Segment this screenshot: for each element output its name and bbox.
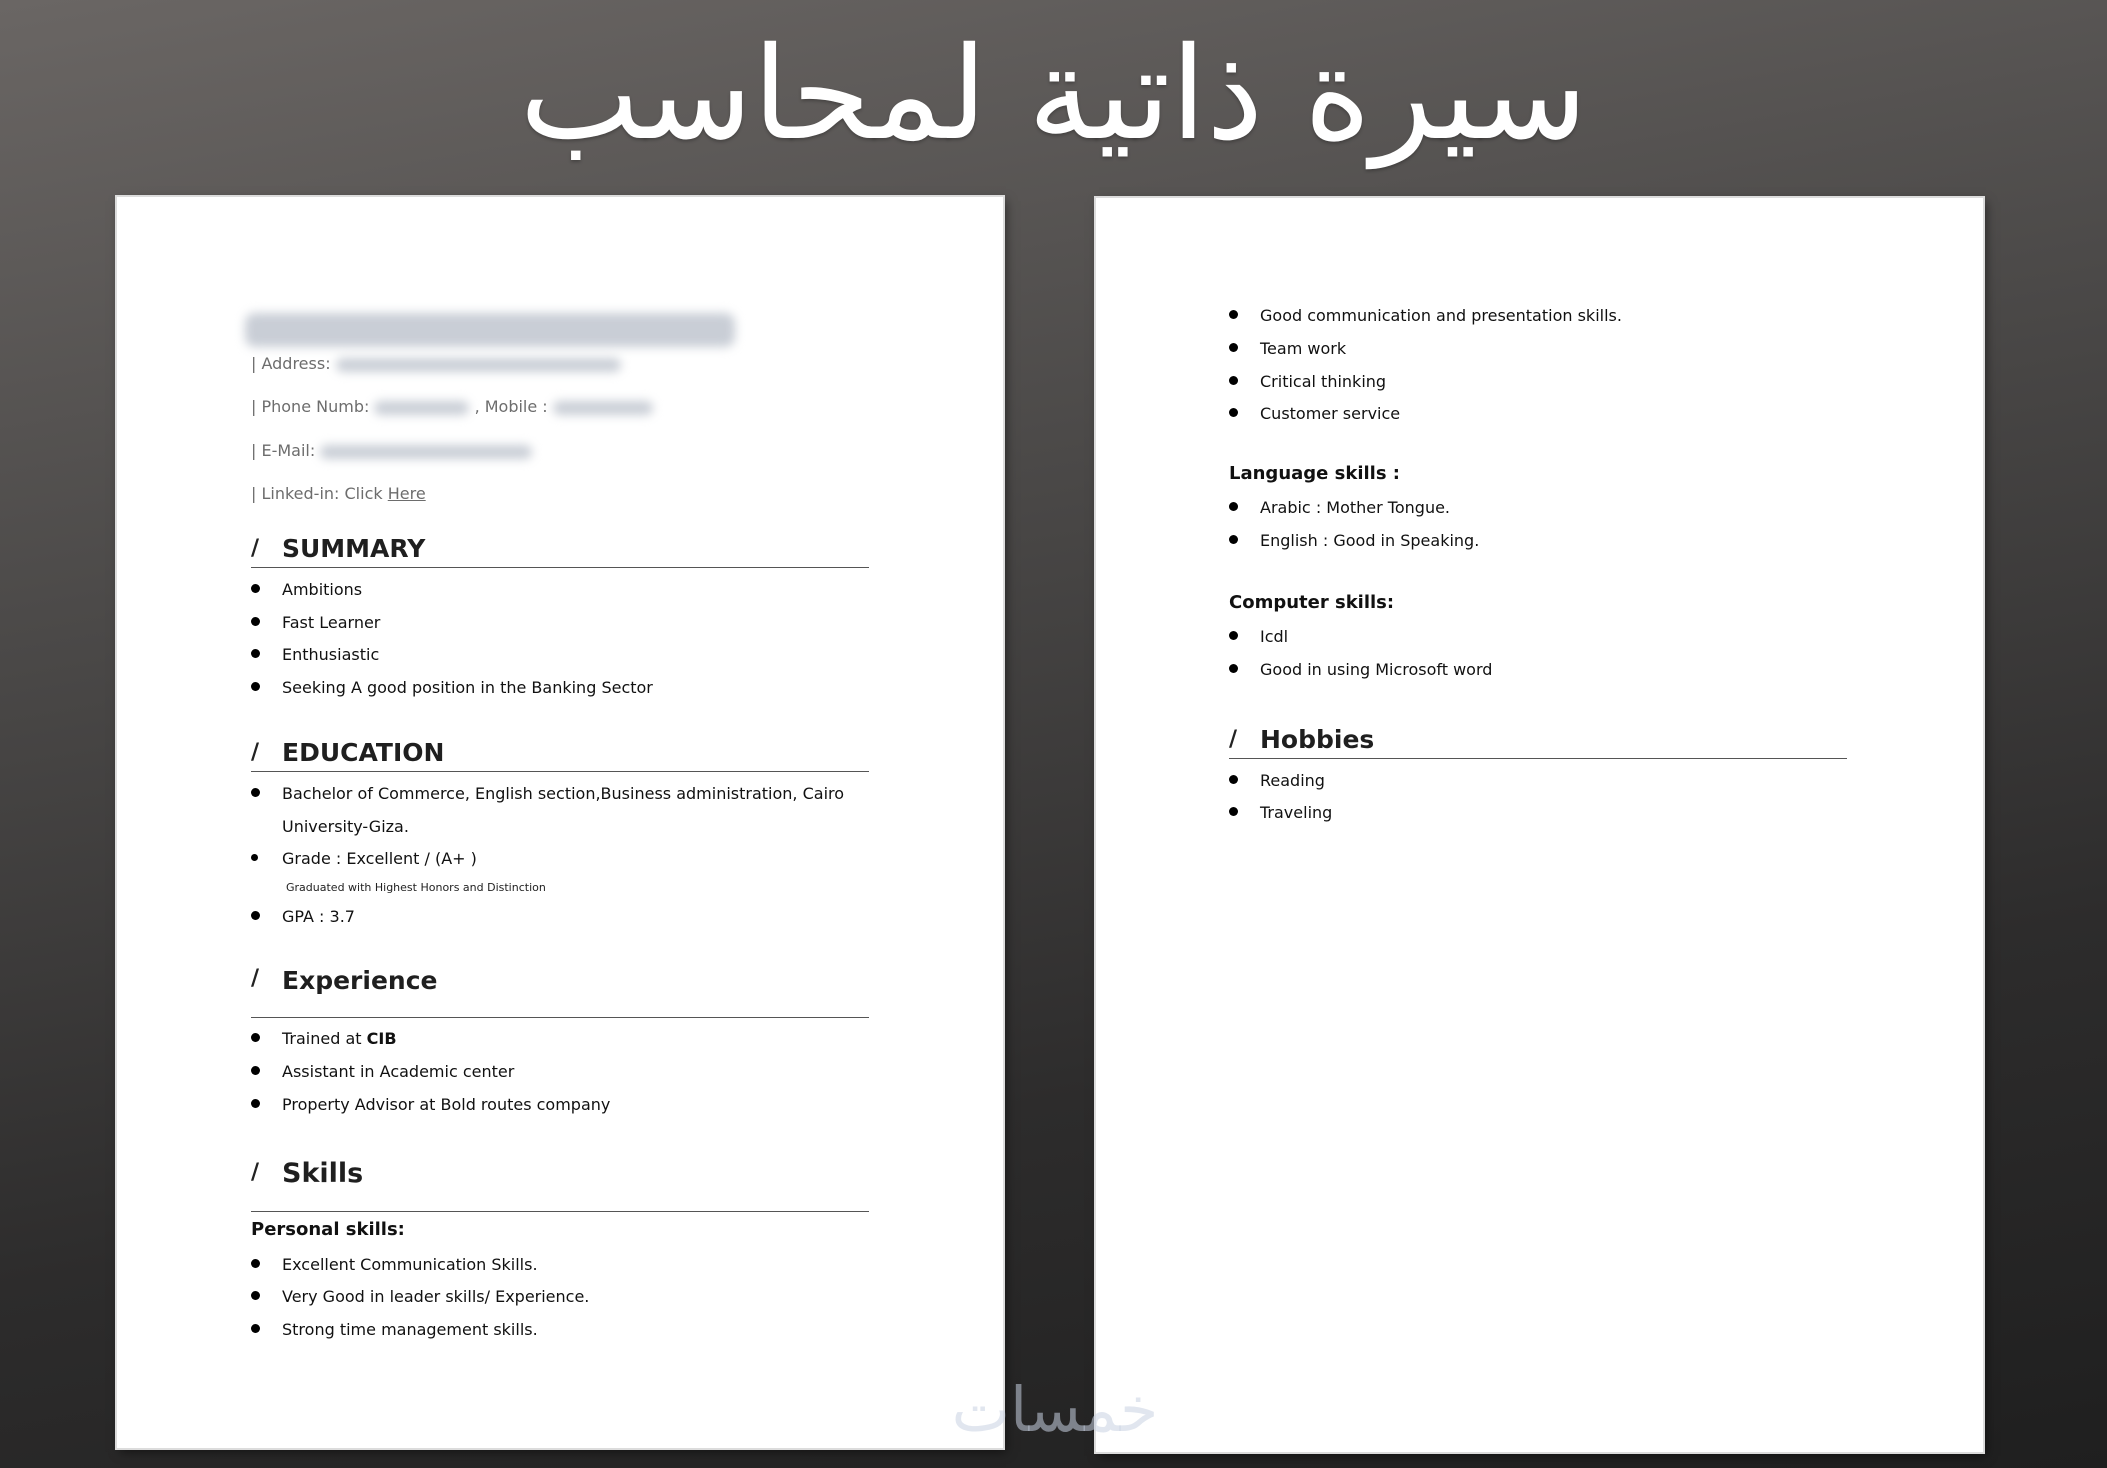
experience-section-header bbox=[251, 947, 869, 1018]
list-item: Team work bbox=[1260, 339, 1346, 358]
honors-note: Graduated with Highest Honors and Distinction bbox=[286, 881, 546, 894]
bullet-icon bbox=[1229, 408, 1238, 417]
hobbies-section-header bbox=[1229, 714, 1847, 759]
bullet-icon bbox=[1229, 310, 1238, 319]
blurred-phone bbox=[374, 401, 469, 415]
blurred-name bbox=[245, 313, 735, 347]
banner bbox=[0, 0, 2107, 190]
bullet-icon bbox=[1229, 376, 1238, 385]
bullet-icon bbox=[251, 1099, 260, 1108]
list-item: Trained at CIB bbox=[282, 1029, 397, 1048]
email-line bbox=[251, 441, 532, 460]
bullet-icon bbox=[251, 1259, 260, 1268]
summary-section-header bbox=[251, 527, 869, 568]
banner-title: سيرة ذاتية لمحاسب bbox=[519, 20, 1588, 169]
bullet-icon bbox=[251, 1033, 260, 1042]
bullet-icon bbox=[251, 617, 260, 626]
bullet-icon bbox=[1229, 535, 1238, 544]
list-item: Assistant in Academic center bbox=[282, 1062, 514, 1081]
language-skills-heading: Language skills : bbox=[1229, 463, 1401, 484]
list-item: Traveling bbox=[1260, 803, 1332, 822]
list-item: Customer service bbox=[1260, 404, 1400, 423]
list-item: Good in using Microsoft word bbox=[1260, 660, 1492, 679]
list-item: Arabic : Mother Tongue. bbox=[1260, 498, 1450, 517]
personal-skills-heading: Personal skills: bbox=[251, 1219, 405, 1240]
list-item: Good communication and presentation skills. bbox=[1260, 306, 1622, 325]
education-section-header bbox=[251, 731, 869, 772]
list-item: Bachelor of Commerce, English section,Business administration, Cairo bbox=[282, 784, 844, 803]
list-item: Ambitions bbox=[282, 580, 362, 599]
list-item: Excellent Communication Skills. bbox=[282, 1255, 538, 1274]
address-label: | Address: bbox=[251, 354, 331, 373]
list-item: Property Advisor at Bold routes company bbox=[282, 1095, 610, 1114]
bullet-icon bbox=[251, 649, 260, 658]
section-slash: / bbox=[251, 966, 260, 991]
bullet-icon bbox=[251, 788, 260, 797]
linkedin-line bbox=[251, 484, 426, 503]
hobbies-title: Hobbies bbox=[1260, 725, 1375, 754]
watermark-logo: خمسات bbox=[951, 1373, 1159, 1446]
blurred-email bbox=[320, 445, 532, 459]
phone-line bbox=[251, 397, 653, 416]
list-item: Grade : Excellent / (A+ ) bbox=[282, 849, 477, 868]
section-slash: / bbox=[1229, 727, 1238, 752]
email-label: | E-Mail: bbox=[251, 441, 316, 460]
list-item-continuation: University-Giza. bbox=[282, 817, 409, 836]
list-item: Seeking A good position in the Banking Sector bbox=[282, 678, 653, 697]
bullet-icon bbox=[251, 1066, 260, 1075]
bullet-icon bbox=[251, 682, 260, 691]
education-title: EDUCATION bbox=[282, 738, 445, 767]
list-item: Strong time management skills. bbox=[282, 1320, 538, 1339]
bullet-icon bbox=[1229, 631, 1238, 640]
list-item: Reading bbox=[1260, 771, 1325, 790]
linkedin-label: | Linked-in: Click bbox=[251, 484, 383, 503]
bullet-icon bbox=[1229, 343, 1238, 352]
list-item: English : Good in Speaking. bbox=[1260, 531, 1479, 550]
section-slash: / bbox=[251, 740, 260, 765]
list-item: Enthusiastic bbox=[282, 645, 379, 664]
list-item: GPA : 3.7 bbox=[282, 907, 355, 926]
bullet-icon bbox=[251, 854, 258, 861]
bullet-icon bbox=[1229, 807, 1238, 816]
list-item: Icdl bbox=[1260, 627, 1288, 646]
summary-title: SUMMARY bbox=[282, 534, 426, 563]
resume-page-2 bbox=[1096, 198, 1983, 1452]
blurred-mobile bbox=[553, 401, 653, 415]
blurred-address bbox=[336, 358, 621, 372]
skills-title: Skills bbox=[282, 1158, 364, 1189]
bullet-icon bbox=[1229, 775, 1238, 784]
bullet-icon bbox=[1229, 502, 1238, 511]
resume-page-1 bbox=[117, 197, 1003, 1448]
mobile-label: , Mobile : bbox=[474, 397, 548, 416]
list-item: Very Good in leader skills/ Experience. bbox=[282, 1287, 589, 1306]
linkedin-link[interactable]: Here bbox=[387, 484, 426, 503]
bullet-icon bbox=[251, 911, 260, 920]
address-line bbox=[251, 354, 621, 373]
section-slash: / bbox=[251, 536, 260, 561]
section-slash: / bbox=[251, 1160, 260, 1185]
phone-label: | Phone Numb: bbox=[251, 397, 370, 416]
list-item: Fast Learner bbox=[282, 613, 380, 632]
list-item: Critical thinking bbox=[1260, 372, 1386, 391]
bullet-icon bbox=[1229, 664, 1238, 673]
bullet-icon bbox=[251, 1291, 260, 1300]
bullet-icon bbox=[251, 584, 260, 593]
skills-section-header bbox=[251, 1141, 869, 1212]
experience-title: Experience bbox=[282, 966, 438, 995]
computer-skills-heading: Computer skills: bbox=[1229, 592, 1395, 613]
bullet-icon bbox=[251, 1324, 260, 1333]
